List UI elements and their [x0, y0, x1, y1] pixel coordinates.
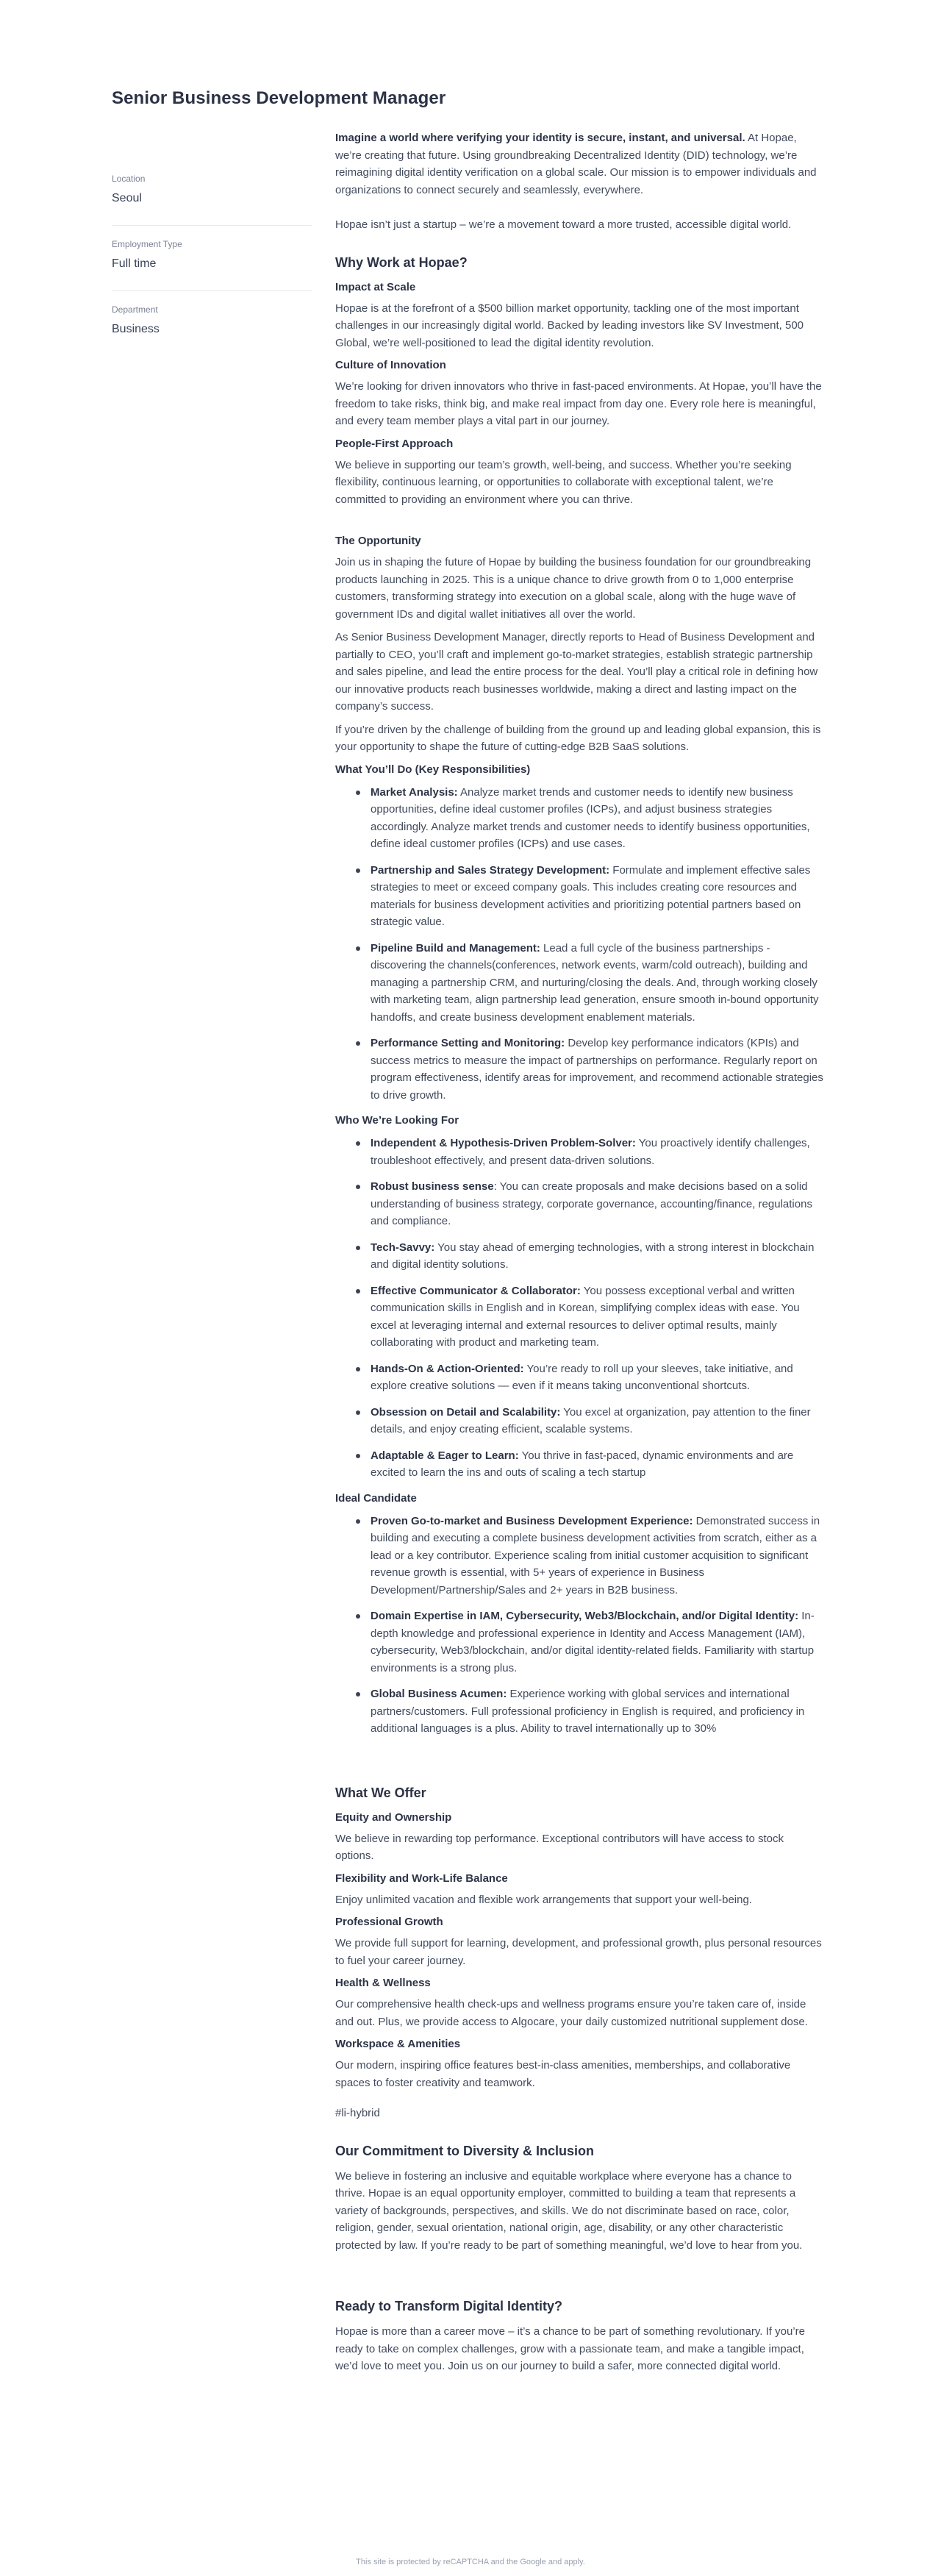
location-value: Seoul — [112, 192, 142, 204]
recaptcha-notice: This site is protected by reCAPTCHA and the Google and apply. — [356, 2558, 585, 2566]
list-item-text: Formulate and implement effective sales strategies to meet or exceed company goals. This includes creating core resources and materials for business development activities and prioritizing potential partners based on strategic value. — [371, 863, 811, 928]
opportunity-title: The Opportunity — [335, 535, 421, 547]
intro-text: At Hopae, we’re creating that future. Using groundbreaking Decentralized Identity (DID) technology, we’re reimagining digital identity verification on a global scale. Our mission is to empower individuals and organizations to connect securely and seamlessly, everywhere. — [335, 132, 817, 196]
list-item-heading: Adaptable & Eager to Learn: — [371, 1449, 519, 1462]
list-item-text: You’re ready to roll up your sleeves, take initiative, and explore creative solutions — even if it means taking unconventional shortcuts. — [371, 1362, 793, 1392]
job-meta-sidebar — [112, 172, 312, 356]
why-item-text: Hopae is at the forefront of a $500 billion market opportunity, tackling one of the most important challenges in our increasingly digital world. Backed by leading investors like SV Investment, 500 Global, we’re well-positioned to lead the digital identity revolution. — [335, 302, 804, 349]
why-item-text: We’re looking for driven innovators who thrive in fast-paced environments. At Hopae, you’ll have the freedom to take risks, think big, and make real impact from day one. Every role here is meaningful, and every team member plays a vital part in our journey. — [335, 380, 822, 427]
offer-item-title: Health & Wellness — [335, 1977, 431, 1989]
list-item-heading: Partnership and Sales Strategy Development: — [371, 863, 610, 877]
list-item-heading: Robust business sense — [371, 1180, 494, 1193]
list-item-heading: Pipeline Build and Management: — [371, 941, 540, 955]
list-item — [335, 1178, 823, 1230]
list-item — [335, 1282, 823, 1352]
why-item-title: Culture of Innovation — [335, 359, 446, 371]
offer-item-text: Enjoy unlimited vacation and flexible work arrangements that support your well-being. — [335, 1893, 752, 1906]
movement-paragraph: Hopae isn’t just a startup – we’re a movement toward a more trusted, accessible digital world. — [335, 218, 792, 231]
list-item — [335, 1035, 823, 1104]
list-item-text: : You can create proposals and make decisions based on a solid understanding of business strategy, corporate governance, accounting/finance, regulations and compliance. — [371, 1180, 812, 1227]
looking-for-title: Who We’re Looking For — [335, 1114, 459, 1127]
list-item — [335, 1608, 823, 1677]
diversity-text: We believe in fostering an inclusive and equitable workplace where everyone has a chance to thrive. Hopae is an equal opportunity employer, committed to building a team that represents a variety of backgrounds, perspectives, and skills. We do not discriminate based on race, color, religion, gender, sexual orientation, national origin, age, disability, or any other characteristic protected by law. If you’re ready to be part of something meaningful, we’d love to hear from you. — [335, 2169, 803, 2252]
why-item-title: Impact at Scale — [335, 280, 416, 293]
employment-type-value: Full time — [112, 257, 157, 270]
list-item-text: In-depth knowledge and professional experience in Identity and Access Management (IAM), cybersecurity, Web3/blockchain, and/or digital identity-related fields. Familiarity with startup environments is a strong plus. — [371, 1610, 815, 1674]
list-item — [335, 1685, 823, 1738]
list-item — [335, 784, 823, 853]
list-item-text: Lead a full cycle of the business partnerships - discovering the channels(conferences, network events, warm/cold outreach), building and managing a partnership CRM, and nurturing/closing the deals. And, through working closely with marketing team, align partnership lead generation, ensure smooth in-bound opportunity handoffs, and create business development enablement materials. — [371, 941, 819, 1024]
offer-item-text: We believe in rewarding top performance. Exceptional contributors will have access to stock options. — [335, 1832, 784, 1862]
list-item-text: Demonstrated success in building and executing a complete business development activities from scratch, either as a lead or a key contributor. Experience scaling from initial customer acquisition to significant revenue growth is essential, with 5+ years of experience in Business Development/Partnership/Sales and 2+ years in B2B business. — [371, 1514, 820, 1596]
list-item — [335, 1239, 823, 1274]
list-item-heading: Performance Setting and Monitoring: — [371, 1037, 565, 1049]
ideal-candidate-list — [335, 1513, 823, 1738]
job-description — [335, 129, 823, 2381]
responsibilities-list — [335, 784, 823, 1105]
list-item-text: You stay ahead of emerging technologies, with a strong interest in blockchain and digital identity solutions. — [371, 1241, 815, 1271]
opportunity-paragraph: If you’re driven by the challenge of building from the ground up and leading global expansion, this is your opportunity to shape the future of cutting-edge B2B SaaS solutions. — [335, 723, 821, 753]
department-value: Business — [112, 323, 160, 335]
intro-lead: Imagine a world where verifying your identity is secure, instant, and universal. — [335, 132, 745, 144]
list-item — [335, 940, 823, 1027]
department-label: Department — [112, 304, 158, 315]
location-label: Location — [112, 174, 146, 184]
list-item — [335, 862, 823, 931]
list-item-text: You thrive in fast-paced, dynamic environments and are excited to learn the ins and outs of scaling a tech startup — [371, 1449, 794, 1479]
list-item-heading: Tech-Savvy: — [371, 1241, 435, 1254]
list-item-text: You excel at organization, pay attention to the finer details, and enjoy creating efficient, scalable systems. — [371, 1405, 811, 1435]
list-item-text: Analyze market trends and customer needs to identify new business opportunities, define ideal customer profiles (ICPs), and adjust business strategies accordingly. Analyze market trends and customer needs to identify business opportunities, define ideal customer profiles (ICPs) and use cases. — [371, 785, 810, 850]
list-item-heading: Effective Communicator & Collaborator: — [371, 1284, 581, 1297]
list-item — [335, 1447, 823, 1482]
employment-type-label: Employment Type — [112, 239, 182, 249]
ideal-candidate-title: Ideal Candidate — [335, 1491, 417, 1505]
job-title: Senior Business Development Manager — [112, 88, 446, 108]
list-item-text: Experience working with global services and international partners/customers. Full professional proficiency in English is required, and proficiency in additional languages is a plus. Ability to travel internationally up to 30% — [371, 1688, 805, 1735]
intro-paragraph — [335, 129, 823, 199]
list-item — [335, 1360, 823, 1395]
list-item-heading: Domain Expertise in IAM, Cybersecurity, Web3/Blockchain, and/or Digital Identity: — [371, 1610, 799, 1622]
list-item — [335, 1135, 823, 1169]
location-block — [112, 172, 312, 225]
why-item-title: People-First Approach — [335, 437, 454, 450]
list-item-heading: Hands-On & Action-Oriented: — [371, 1362, 524, 1375]
list-item — [335, 1404, 823, 1438]
ready-title: Ready to Transform Digital Identity? — [335, 2299, 563, 2313]
offer-item-text: We provide full support for learning, development, and professional growth, plus personal resources to fuel your career journey. — [335, 1937, 822, 1967]
list-item-heading: Market Analysis: — [371, 785, 458, 799]
ready-text: Hopae is more than a career move – it’s a chance to be part of something revolutionary. If you’re ready to take on complex challenges, grow with a passionate team, and make a tangible impact, we’d love to meet you. Join us on our journey to build a safer, more connected digital world. — [335, 2325, 805, 2372]
employment-type-block — [112, 225, 312, 290]
department-block — [112, 290, 312, 356]
list-item-heading: Global Business Acumen: — [371, 1688, 507, 1700]
list-item — [335, 1513, 823, 1599]
list-item-heading: Independent & Hypothesis-Driven Problem-Solver: — [371, 1137, 636, 1149]
what-we-offer-title: What We Offer — [335, 1785, 426, 1800]
list-item-text: You possess exceptional verbal and written communication skills in English and in Korean, simplifying complex ideas with ease. You excel at leveraging internal and external resources to deliver optimal results, mainly collaborating with product and marketing team. — [371, 1284, 800, 1349]
diversity-title: Our Commitment to Diversity & Inclusion — [335, 2143, 595, 2158]
why-item-text: We believe in supporting our team’s growth, well-being, and success. Whether you’re seeking flexibility, continuous learning, or opportunities to collaborate with exceptional talent, we’re committed to providing an environment where you can thrive. — [335, 458, 792, 506]
list-item-text: You proactively identify challenges, troubleshoot effectively, and present data-driven solutions. — [371, 1137, 810, 1167]
offer-item-title: Flexibility and Work-Life Balance — [335, 1872, 508, 1885]
offer-item-title: Equity and Ownership — [335, 1810, 452, 1824]
offer-item-title: Workspace & Amenities — [335, 2038, 461, 2050]
list-item-heading: Obsession on Detail and Scalability: — [371, 1405, 561, 1419]
offer-item-title: Professional Growth — [335, 1916, 443, 1928]
list-item-heading: Proven Go-to-market and Business Development Experience: — [371, 1514, 693, 1527]
opportunity-paragraph: Join us in shaping the future of Hopae by building the business foundation for our groundbreaking products launching in 2025. This is a unique chance to drive growth from 0 to 1,000 enterprise customers, transforming strategy into execution on a global scale, along with the huge wave of government IDs and digital wallet initiatives all over the world. — [335, 556, 812, 621]
offer-item-text: Our comprehensive health check-ups and wellness programs ensure you’re taken care of, inside and out. Plus, we provide access to Algocare, your daily customized nutritional supplement dose. — [335, 1998, 808, 2028]
looking-for-list — [335, 1135, 823, 1482]
why-work-title: Why Work at Hopae? — [335, 254, 468, 270]
offer-item-text: Our modern, inspiring office features best-in-class amenities, memberships, and collaborative spaces to foster creativity and teamwork. — [335, 2059, 791, 2089]
list-item-text: Develop key performance indicators (KPIs) and success metrics to measure the impact of partnerships on performance. Regularly report on program effectiveness, identify areas for improvement, and recommend actionable strategies to drive growth. — [371, 1037, 823, 1102]
opportunity-paragraph: As Senior Business Development Manager, directly reports to Head of Business Development and partially to CEO, you’ll craft and implement go-to-market strategies, establish strategic partnership and sales pipeline, and lead the entire process for the deal. You’ll play a critical role in defining how our innovative products reach businesses worldwide, making a direct and lasting impact on the company’s success. — [335, 631, 818, 713]
responsibilities-title: What You’ll Do (Key Responsibilities) — [335, 763, 531, 776]
hashtag: #li-hybrid — [335, 2107, 380, 2119]
